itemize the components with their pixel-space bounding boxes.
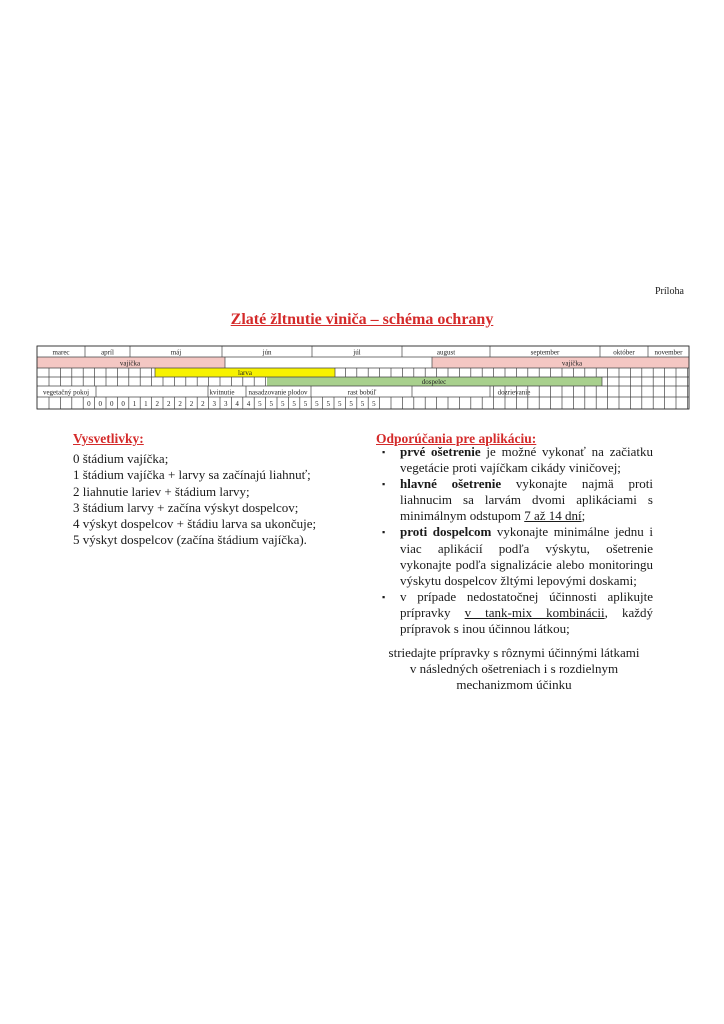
month-label: september [530, 348, 560, 357]
bullet-icon: ▪ [382, 447, 386, 457]
stage-code: 5 [315, 400, 319, 408]
stage-code: 4 [246, 400, 251, 408]
stage-code: 3 [212, 400, 217, 408]
month-label: júl [353, 348, 361, 357]
recommendations-list [378, 444, 653, 693]
attachment-label: Príloha [655, 286, 684, 297]
stage-code: 5 [337, 400, 342, 408]
recommendation-item: ▪ v prípade nedostatočnej účinnosti aplikujte prípravky v tank-mix kombinácii, každý prípravok s inou účinnou látkou; [382, 588, 654, 637]
month-label: jún [262, 348, 272, 357]
legend-item: 4 výskyt dospelcov + štádiu larva sa ukončuje; [73, 516, 317, 532]
page-title: Zlaté žltnutie viniča – schéma ochrany [230, 311, 494, 328]
phenology-label: kvitnutie [209, 388, 235, 397]
stage-code: 1 [144, 400, 148, 408]
bullet-icon: ▪ [382, 479, 386, 490]
bullet-icon: ▪ [382, 591, 386, 602]
stage-code: 2 [155, 400, 160, 408]
final-note-line: mechanizmom účinku [456, 677, 572, 693]
legend-list [73, 451, 316, 549]
legend-item: 0 štádium vajíčka; [73, 451, 169, 466]
month-label: november [654, 348, 683, 357]
stage-label: vajíčka [119, 359, 141, 368]
month-label: október [613, 348, 635, 357]
stage-code: 1 [132, 400, 137, 408]
stage-code: 5 [258, 400, 262, 408]
legend-item: 3 štádium larvy + začína výskyt dospelcov; [73, 499, 299, 515]
stage-code: 0 [87, 400, 91, 408]
month-label: apríl [101, 348, 114, 357]
stage-code: 5 [372, 400, 376, 408]
stage-code: 3 [223, 400, 228, 408]
stage-label: dospelec [421, 378, 447, 386]
recommendations-heading: Odporúčania pre aplikáciu: [376, 431, 537, 446]
month-label: máj [170, 348, 182, 357]
stage-code: 5 [292, 400, 296, 408]
final-note-line: v následných ošetreniach i s rozdielnym [409, 661, 619, 677]
stage-code: 2 [201, 400, 205, 408]
stage-code: 4 [235, 400, 239, 408]
stage-code: 5 [349, 400, 353, 408]
stage-code: 5 [326, 400, 331, 408]
recommendation-item: ▪ prvé ošetrenie je možné vykonať na začiatku vegetácie proti vajíčkam cikády viničovej; [382, 444, 653, 476]
stage-code: 2 [166, 400, 171, 408]
stage-code: 0 [121, 400, 125, 408]
phenology-label: vegetačný pokoj [42, 388, 90, 397]
legend-item: 2 liahnutie lariev + štádium larvy; [73, 483, 250, 499]
stage-code: 5 [303, 400, 308, 408]
egg-band [432, 357, 689, 368]
stage-code: 5 [360, 400, 365, 408]
legend-item: 5 výskyt dospelcov (začína štádium vajíčka). [73, 532, 307, 548]
stage-code: 5 [269, 400, 274, 408]
stage-code: 0 [109, 400, 114, 408]
final-note [364, 645, 664, 693]
month-label: marec [52, 348, 70, 357]
recommendation-item: ▪ hlavné ošetrenie vykonajte najmä proti liahnucim sa larvám dvomi aplikáciami s minimálnym odstupom 7 až 14 dní; [382, 476, 653, 524]
month-label: august [436, 348, 456, 357]
recommendation-item: ▪ proti dospelcom vykonajte minimálne jednu i viac aplikácií podľa výskytu, ošetrenie vykonajte podľa signalizácie alebo monitoringu výskytu dospelcov žltými lepovými doskami; [382, 524, 653, 588]
stage-label: larva [238, 369, 252, 377]
stage-code: 0 [98, 400, 103, 408]
bullet-icon: ▪ [382, 527, 386, 538]
legend-heading: Vysvetlivky: [73, 431, 144, 446]
stage-code: 5 [280, 400, 285, 408]
phenology-label: nasadzovanie plodov [248, 388, 308, 397]
stage-code: 2 [178, 400, 182, 408]
final-note-line: striedajte prípravky s rôznymi účinnými látkami [388, 645, 640, 661]
stage-code: 2 [189, 400, 194, 408]
phenology-label: rast bobúľ [347, 388, 377, 397]
stage-label: vajíčka [561, 359, 583, 368]
legend-item: 1 štádium vajíčka + larvy sa začínajú liahnuť; [73, 467, 311, 483]
phenology-label: dozrievanie [497, 388, 531, 397]
